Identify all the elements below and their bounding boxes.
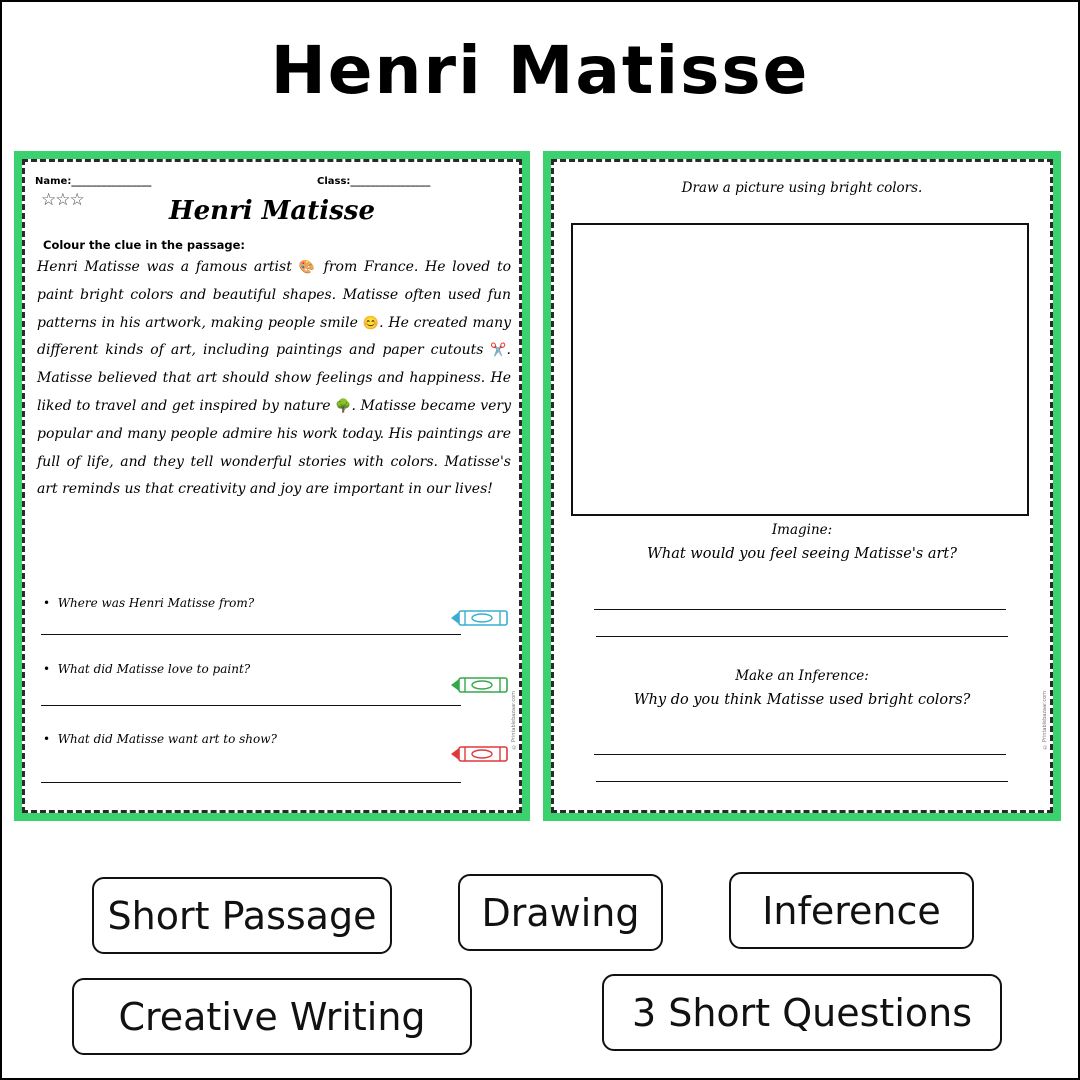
- question-1: [43, 596, 254, 610]
- worksheet-passage-preview: [14, 151, 530, 821]
- answer-line: [594, 754, 1006, 755]
- smile-icon: 😊: [362, 315, 380, 331]
- credit-text: © Printablebazaar.com: [1042, 691, 1048, 750]
- question-2: [43, 662, 250, 676]
- drawing-box: [571, 223, 1029, 516]
- question-text: What did Matisse want art to show?: [57, 732, 277, 746]
- passage-text: . Matisse believed that art should show feelings and happiness. He liked to travel and get inspired by nature: [37, 342, 511, 414]
- bullet: •: [43, 662, 51, 676]
- green-crayon-icon: [449, 675, 511, 695]
- red-crayon-icon: [449, 744, 511, 764]
- answer-line: [594, 609, 1006, 610]
- tree-icon: 🌳: [335, 398, 352, 414]
- imagine-question: What would you feel seeing Matisse's art?: [646, 546, 958, 562]
- rating-stars-icon: ☆☆☆: [41, 190, 84, 210]
- answer-line: [41, 634, 461, 635]
- worksheet-title: Henri Matisse: [169, 196, 375, 226]
- answer-line: [41, 782, 461, 783]
- question-text: What did Matisse love to paint?: [57, 662, 251, 676]
- answer-line: [41, 705, 461, 706]
- passage-text: from France. He loved to paint bright colors and beautiful shapes. Matisse often used fun patterns in his artwork, making people smile: [37, 259, 511, 331]
- page-title: Henri Matisse: [270, 32, 810, 109]
- answer-line: [596, 636, 1008, 637]
- tag-3-short-questions: 3 Short Questions: [602, 974, 1002, 1051]
- passage-instruction: Colour the clue in the passage:: [43, 238, 245, 252]
- worksheet-drawing-preview: [543, 151, 1061, 821]
- palette-icon: 🎨: [298, 260, 317, 275]
- passage-text: Henri Matisse was a famous artist: [37, 259, 299, 275]
- imagine-heading: Imagine:: [771, 522, 833, 538]
- passage-text: . Matisse became very popular and many people admire his work today. His paintings are full of life, and they tell wonderful stories with colors. Matisse's art reminds us that creativity and joy are important in our lives!: [37, 397, 512, 498]
- answer-line: [596, 781, 1008, 782]
- passage-text: . He created many different kinds of art, including paintings and paper cutouts: [37, 314, 512, 359]
- worksheet-drawing-page: [551, 159, 1053, 813]
- inference-heading: Make an Inference:: [735, 668, 869, 684]
- name-field: Name:________________: [35, 176, 152, 187]
- question-text: Where was Henri Matisse from?: [57, 596, 255, 610]
- tag-creative-writing: Creative Writing: [72, 978, 472, 1055]
- inference-question: Why do you think Matisse used bright colors?: [633, 692, 971, 708]
- tag-inference: Inference: [729, 872, 974, 949]
- bullet: •: [43, 732, 51, 746]
- bullet: •: [43, 596, 51, 610]
- drawing-instruction: Draw a picture using bright colors.: [681, 180, 923, 196]
- blue-crayon-icon: [449, 608, 511, 628]
- reading-passage: [37, 254, 511, 504]
- tag-short-passage: Short Passage: [92, 877, 392, 954]
- worksheet-passage-page: [22, 159, 522, 813]
- credit-text: © Printablebazaar.com: [511, 691, 517, 750]
- class-field: Class:________________: [317, 176, 431, 187]
- tag-drawing: Drawing: [458, 874, 663, 951]
- scissors-icon: ✂️: [490, 343, 507, 359]
- question-3: [43, 732, 277, 746]
